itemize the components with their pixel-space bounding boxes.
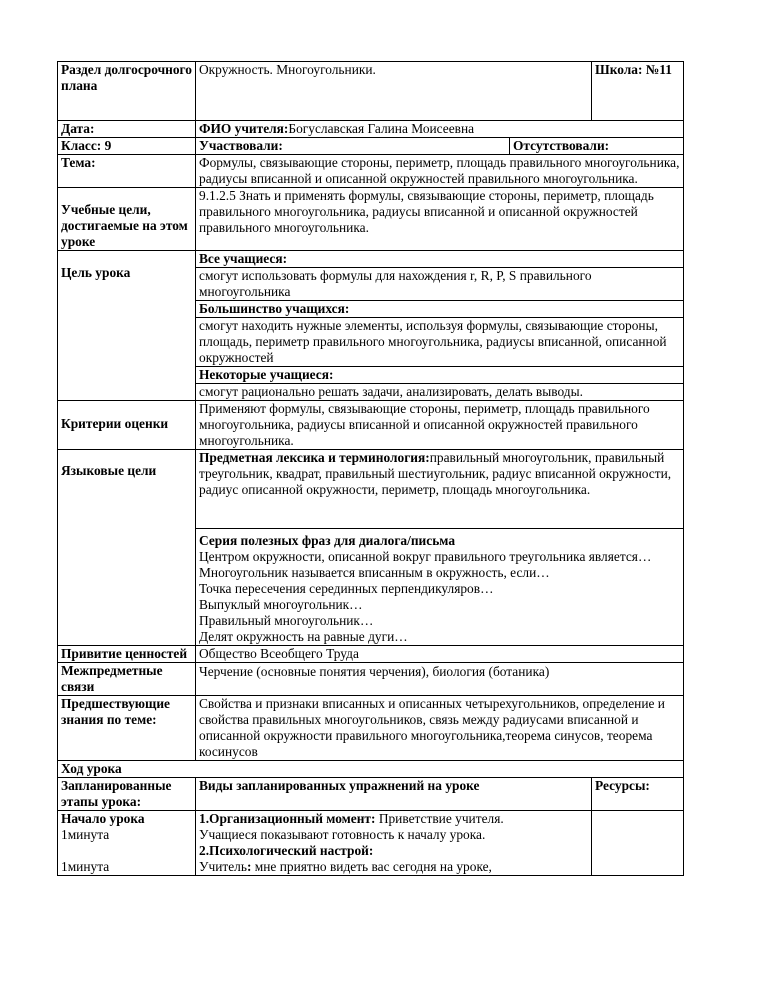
exercises-cell <box>196 811 592 876</box>
phrase-item: Выпуклый многоугольник… <box>199 597 363 612</box>
start-label: Начало урока <box>61 811 145 826</box>
phrase-item: Центром окружности, описанной вокруг правильного треугольника является… <box>199 549 652 564</box>
prior-value: Свойства и признаки вписанных и описанных четырехугольников, определение и свойства правильных многоугольников, связь между радиусами вписанной и описанной окружности правильного многоугольника,теорема синусов, теорема косинусов <box>196 696 684 761</box>
theme-value: Формулы, связывающие стороны, периметр, площадь правильного многоугольника, радиусы вписанной и описанной окружностей правильного многоугольника. <box>196 155 684 188</box>
cross-value: Черчение (основные понятия черчения), биология (ботаника) <box>196 663 684 696</box>
all-students-text: смогут использовать формулы для нахождения r, R, P, S правильного многоугольника <box>196 268 684 301</box>
step-1-head: 1.Организационный момент: <box>199 811 376 826</box>
vocab-text: правильный многоугольник, правильный треугольник, квадрат, правильный шестиугольник, радиус вписанной окружности, радиус описанной окружности, периметр, площадь многоугольника. <box>199 450 672 497</box>
step-2-text: мне приятно видеть вас сегодня на уроке, <box>251 859 492 874</box>
values-value: Общество Всеобщего Труда <box>196 646 684 663</box>
most-students-text: смогут находить нужные элементы, используя формулы, связывающие стороны, площадь, периметр правильного многоугольника, радиусы вписанной, описанной окружностей <box>196 318 684 367</box>
section-label: Раздел долгосрочного плана <box>58 62 196 121</box>
time-2: 1минута <box>61 859 110 874</box>
section-value: Окружность. Многоугольники. <box>196 62 592 121</box>
goals-value: 9.1.2.5 Знать и применять формулы, связывающие стороны, периметр, площадь правильного многоугольника, радиусы вписанной и описанной окружностей правильного многоугольника. <box>196 188 684 251</box>
exercises-head: Виды запланированных упражнений на уроке <box>196 778 592 811</box>
class-label: Класс: 9 <box>58 138 196 155</box>
vocab-head: Предметная лексика и терминология: <box>199 450 430 465</box>
cross-label: Межпредметные связи <box>58 663 196 696</box>
most-students-head: Большинство учащихся: <box>196 301 684 318</box>
criteria-value: Применяют формулы, связывающие стороны, периметр, площадь правильного многоугольника, радиусы вписанной и описанной окружностей правильного многоугольника. <box>196 401 684 450</box>
phrases-head: Серия полезных фраз для диалога/письма <box>199 533 456 548</box>
criteria-label: Критерии оценки <box>58 401 196 450</box>
time-1: 1минута <box>61 827 110 842</box>
values-label: Привитие ценностей <box>58 646 196 663</box>
step-1-text: Приветствие учителя. <box>375 811 504 826</box>
lesson-goal-label: Цель урока <box>58 251 196 401</box>
phrase-item: Правильный многоугольник… <box>199 613 374 628</box>
school-label: Школа: №11 <box>592 62 684 121</box>
date-label: Дата: <box>58 121 196 138</box>
some-students-text: смогут рационально решать задачи, анализировать, делать выводы. <box>196 384 684 401</box>
all-students-head: Все учащиеся: <box>196 251 684 268</box>
resources-cell <box>592 811 684 876</box>
phrases-cell <box>196 529 684 646</box>
course-label: Ход урока <box>58 761 684 778</box>
stage-start-cell <box>58 811 196 876</box>
theme-label: Тема: <box>58 155 196 188</box>
teacher-cell <box>196 121 684 138</box>
step-1 <box>199 811 588 827</box>
step-2-head: 2.Психологический настрой: <box>199 843 374 858</box>
step-2: Учитель: мне приятно видеть вас сегодня на уроке, <box>199 859 492 874</box>
stages-head: Запланированные этапы урока: <box>58 778 196 811</box>
phrase-item: Делят окружность на равные дуги… <box>199 629 408 644</box>
step-2-lead: Учитель <box>199 859 247 874</box>
resources-head: Ресурсы: <box>592 778 684 811</box>
prior-label: Предшествующие знания по теме: <box>58 696 196 761</box>
phrase-item: Точка пересечения серединных перпендикуляров… <box>199 581 494 596</box>
phrase-item: Многоугольник называется вписанным в окружность, если… <box>199 565 550 580</box>
lesson-plan-table <box>57 61 684 876</box>
participated-label: Участвовали: <box>196 138 510 155</box>
some-students-head: Некоторые учащиеся: <box>196 367 684 384</box>
goals-label: Учебные цели, достигаемые на этом уроке <box>58 188 196 251</box>
vocab-cell <box>196 450 684 529</box>
teacher-label: ФИО учителя: <box>199 121 289 136</box>
language-label: Языковые цели <box>58 450 196 646</box>
step-1-line2: Учащиеся показывают готовность к началу урока. <box>199 827 486 842</box>
teacher-name: Богуславская Галина Моисеевна <box>288 121 475 136</box>
absent-label: Отсутствовали: <box>510 138 684 155</box>
